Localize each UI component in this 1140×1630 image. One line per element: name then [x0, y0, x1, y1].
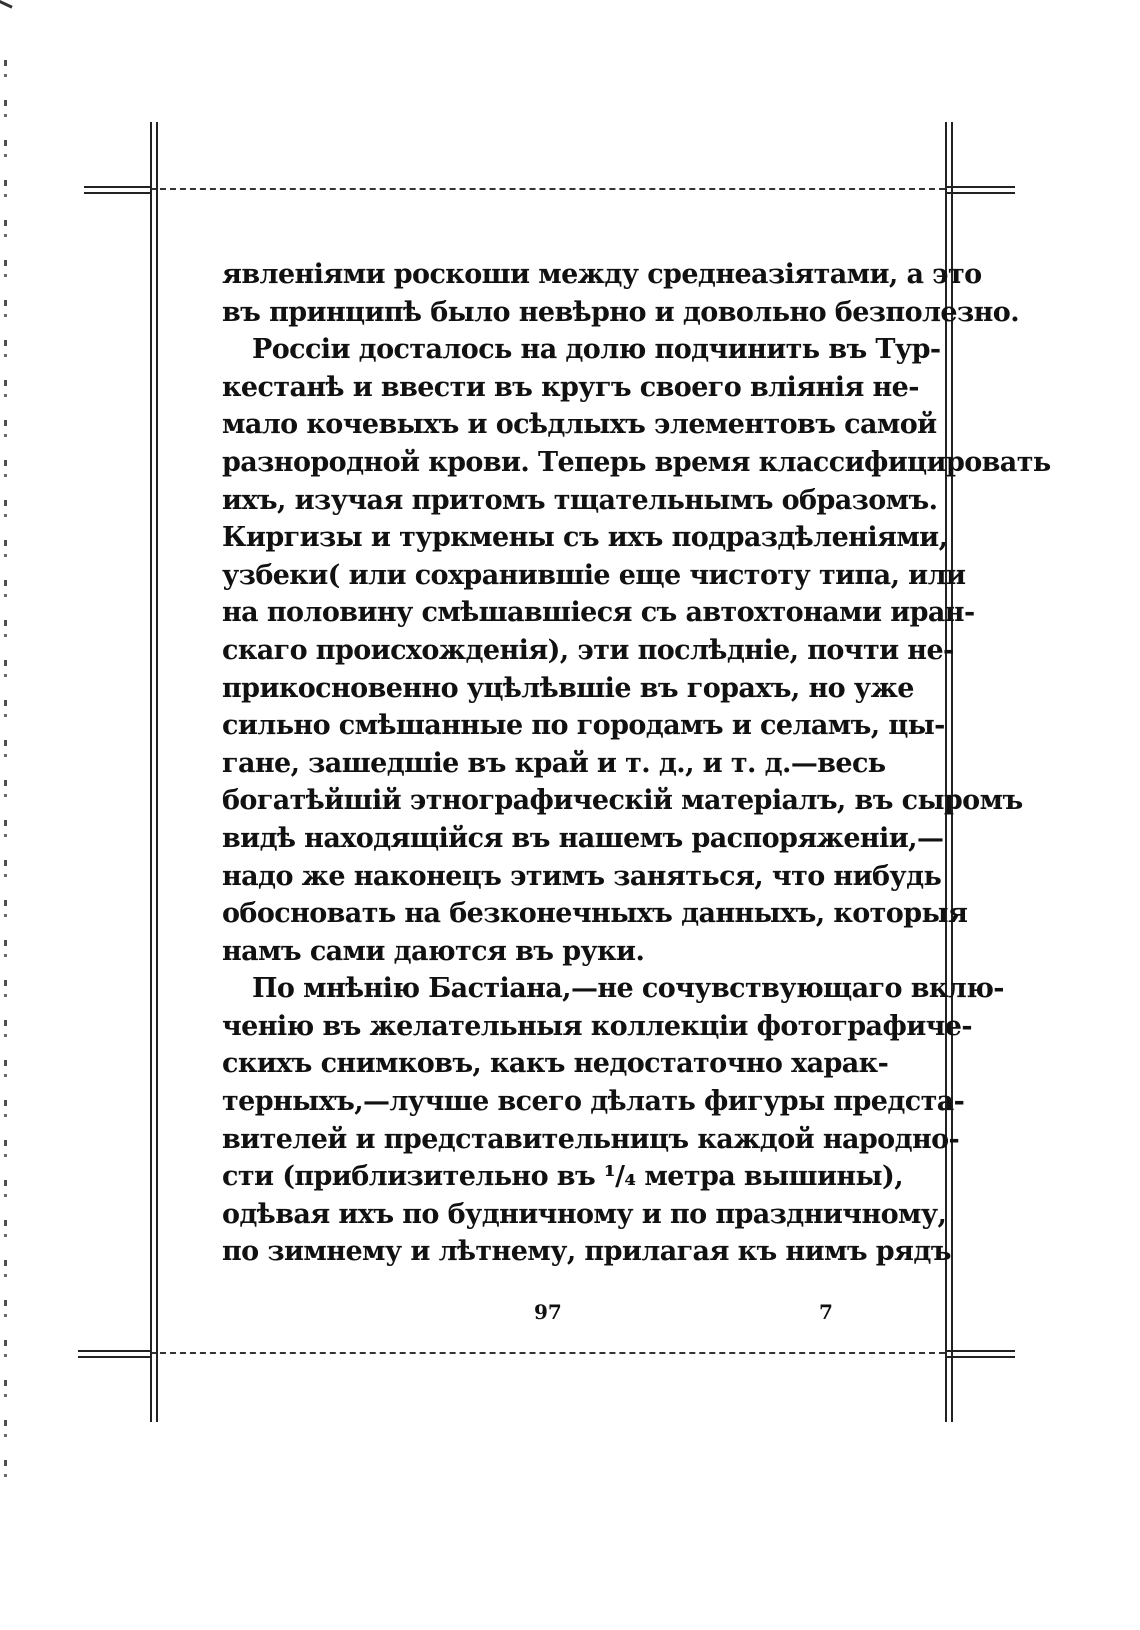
- paragraph: [222, 256, 1020, 331]
- text-line: разнородной крови. Теперь время классифицировать: [222, 446, 1051, 478]
- text-line: въ принципѣ было невѣрно и довольно безполезно.: [222, 296, 1020, 328]
- paragraph: [222, 970, 1004, 1271]
- text-line: узбеки( или сохранившіе еще чистоту типа, или: [222, 559, 966, 591]
- text-line: обосновать на безконечныхъ данныхъ, которыя: [222, 898, 968, 930]
- paragraph: [222, 331, 1051, 970]
- text-line: Киргизы и туркмены съ ихъ подраздѣленіями,: [222, 522, 948, 554]
- text-line: ченію въ желательныя коллекціи фотографиче-: [222, 1010, 972, 1042]
- scan-artifact: [0, 0, 13, 9]
- text-line: намъ сами даются въ руки.: [222, 935, 645, 967]
- text-line: одѣвая ихъ по будничному и по праздничному,: [222, 1198, 947, 1230]
- signature-mark: 7: [819, 1300, 833, 1324]
- text-line: на половину смѣшавшіеся съ автохтонами иран-: [222, 597, 975, 629]
- text-line: вителей и представительницъ каждой народно-: [222, 1123, 960, 1155]
- text-line: богатѣйшій этнографическій матеріалъ, въ сыромъ: [222, 785, 1023, 817]
- text-line: скихъ снимковъ, какъ недостаточно харак-: [222, 1048, 889, 1080]
- text-line: гане, зашедшіе въ край и т. д., и т. д.—весь: [222, 747, 886, 779]
- page-number: 97: [534, 1300, 562, 1324]
- text-line: прикосновенно уцѣлѣвшіе въ горахъ, но уже: [222, 672, 914, 704]
- text-line: по зимнему и лѣтнему, прилагая къ нимъ рядъ: [222, 1236, 951, 1268]
- text-line: надо же наконецъ этимъ заняться, что нибудь: [222, 860, 942, 892]
- text-line: По мнѣнію Бастіана,—не сочувствующаго вклю-: [252, 973, 1004, 1005]
- text-line: терныхъ,—лучше всего дѣлать фигуры предста-: [222, 1086, 965, 1118]
- text-line: ихъ, изучая притомъ тщательнымъ образомъ.: [222, 484, 938, 516]
- text-line: Россіи досталось на долю подчинить въ Тур-: [252, 334, 941, 366]
- text-line: явленіями роскоши между среднеазіятами, а это: [222, 259, 982, 290]
- scan-edge-artifact: [4, 60, 7, 1500]
- text-line: кестанѣ и ввести въ кругъ своего вліянія не-: [222, 371, 919, 403]
- text-line: скаго происхожденія), эти послѣдніе, почти не-: [222, 634, 954, 666]
- text-line: видѣ находящійся въ нашемъ распоряженіи,—: [222, 822, 944, 854]
- text-line: мало кочевыхъ и осѣдлыхъ элементовъ самой: [222, 409, 937, 441]
- text-line: сти (приблизительно въ ¹/₄ метра вышины),: [222, 1161, 903, 1193]
- text-line: сильно смѣшанные по городамъ и селамъ, цы-: [222, 710, 945, 742]
- body-text: [222, 256, 1051, 1271]
